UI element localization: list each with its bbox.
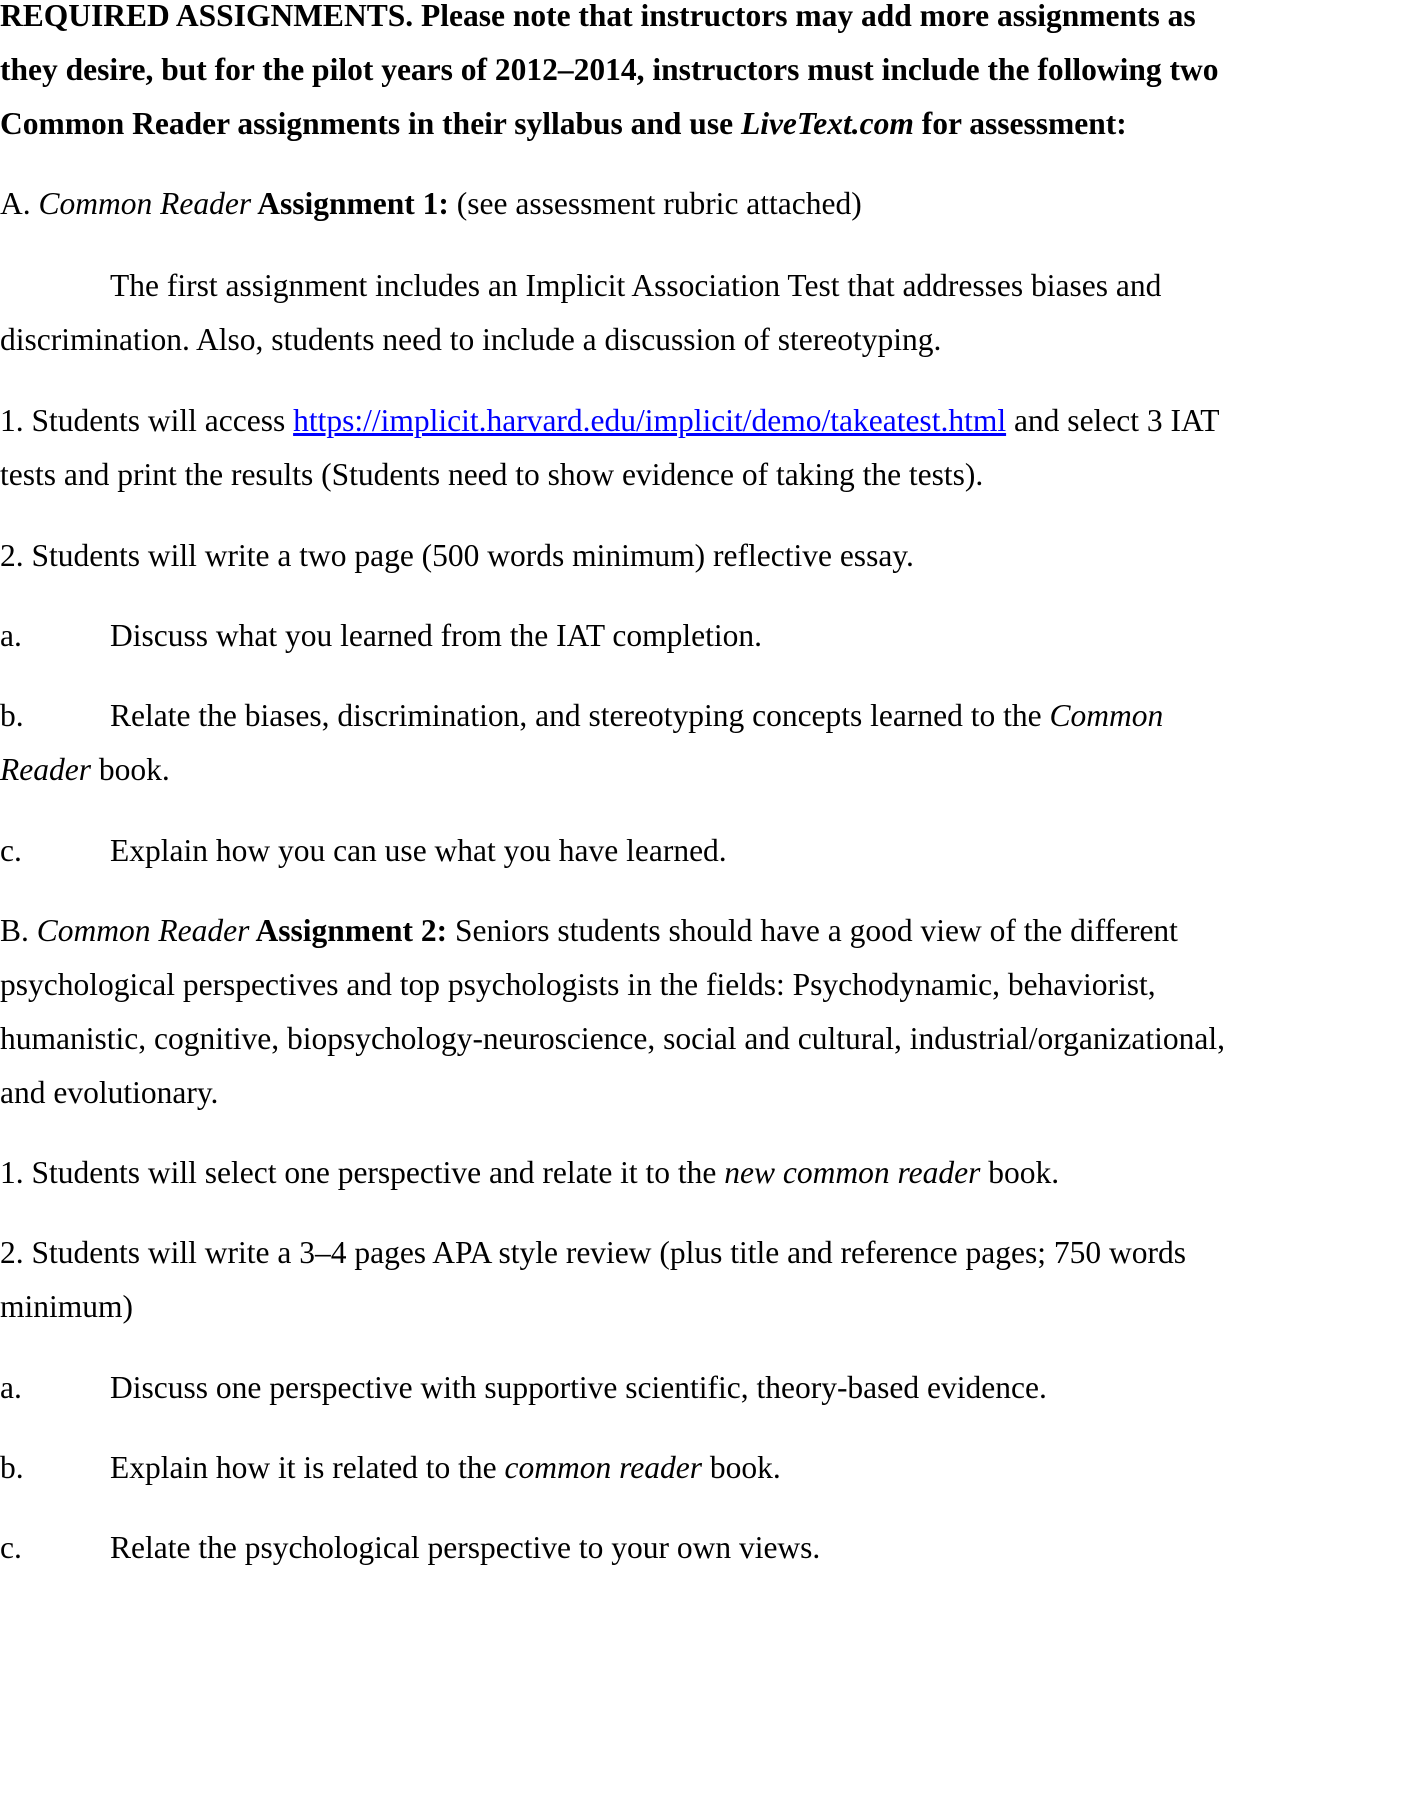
assignment-1-sub-a-label: a.: [0, 618, 22, 653]
assignment-1-item-1-line-2: [0, 455, 983, 495]
assignment-2-line-4: [0, 1073, 218, 1113]
assignment-2-line-3-text: humanistic, cognitive, biopsychology-neuroscience, social and cultural, industrial/organizational,: [0, 1021, 1225, 1056]
assignment-2-sub-a: [0, 1368, 1417, 1408]
assignment-2-sub-a-label: a.: [0, 1370, 22, 1405]
assignment-1-item-1: [0, 401, 1220, 441]
assignment-1-sub-b-common: Common: [1049, 698, 1164, 733]
assignment-2-heading: [0, 911, 1178, 951]
assignment-1-sub-c-text: Explain how you can use what you have learned.: [110, 833, 727, 868]
iat-link[interactable]: https://implicit.harvard.edu/implicit/demo/takeatest.html: [293, 403, 1007, 438]
assignment-1-item-1-pre: 1. Students will access: [0, 403, 294, 438]
assignment-2-sub-b-post: book.: [701, 1450, 781, 1485]
assignment-2-sub-b: [0, 1448, 1417, 1488]
assignment-2-sub-a-text: Discuss one perspective with supportive scientific, theory-based evidence.: [110, 1370, 1047, 1405]
assignment-1-note: (see assessment rubric attached): [448, 186, 862, 221]
assignment-2-sub-b-text: [110, 1448, 781, 1488]
assignment-2-line-2-text: psychological perspectives and top psychologists in the fields: Psychodynamic, behaviorist,: [0, 967, 1156, 1002]
assignment-2-sub-b-label: b.: [0, 1450, 24, 1485]
intro-line-2-text: they desire, but for the pilot years of 2012–2014, instructors must include the following two: [0, 52, 1219, 87]
assignment-1-para-line-2: [0, 320, 941, 360]
assignment-1-prefix: A.: [0, 186, 39, 221]
assignment-1-item-2: [0, 536, 914, 576]
assignment-1-sub-a: [0, 616, 1417, 656]
assignment-2-prefix: B.: [0, 913, 37, 948]
assignment-2-sub-c-label: c.: [0, 1530, 22, 1565]
assignment-1-sub-b-book: book.: [90, 752, 170, 787]
assignment-2-title: Assignment 2:: [249, 913, 448, 948]
assignment-1-para-line-2-text: discrimination. Also, students need to include a discussion of stereotyping.: [0, 322, 942, 357]
assignment-1-sub-b-line-2: [0, 750, 170, 790]
assignment-1-sub-a-text: Discuss what you learned from the IAT completion.: [110, 618, 763, 653]
assignment-2-sub-c: [0, 1528, 1417, 1568]
assignment-1-sub-c: [0, 831, 1417, 871]
assignment-2-intro: Seniors students should have a good view of the different: [447, 913, 1178, 948]
assignment-2-item-2-line-2-text: minimum): [0, 1289, 133, 1324]
assignment-1-title: Assignment 1:: [251, 186, 449, 221]
assignment-2-line-3: [0, 1019, 1225, 1059]
assignment-2-line-2: [0, 965, 1156, 1005]
assignment-1-para-line-1-text: The first assignment includes an Implicit Association Test that addresses biases and: [110, 268, 1162, 303]
assignment-1-common-reader: Common Reader: [38, 186, 252, 221]
assignment-2-item-1-pre: 1. Students will select one perspective and relate it to the: [0, 1155, 725, 1190]
assignment-2-item-1-post: book.: [980, 1155, 1060, 1190]
livetext-name: LiveText.com: [740, 106, 914, 141]
intro-line-3-post: for assessment:: [913, 106, 1127, 141]
assignment-1-sub-c-label: c.: [0, 833, 22, 868]
assignment-1-item-1-post: and select 3 IAT: [1006, 403, 1220, 438]
assignment-2-item-2: [0, 1233, 1186, 1273]
assignment-2-sub-b-italic: common reader: [504, 1450, 702, 1485]
assignment-2-line-4-text: and evolutionary.: [0, 1075, 219, 1110]
assignment-1-sub-b-label: b.: [0, 698, 24, 733]
assignment-1-sub-b-text-pre: Relate the biases, discrimination, and stereotyping concepts learned to the: [110, 698, 1050, 733]
assignment-2-sub-c-text: Relate the psychological perspective to your own views.: [110, 1530, 821, 1565]
assignment-2-item-1-italic: new common reader: [724, 1155, 981, 1190]
assignment-1-sub-b-reader: Reader: [0, 752, 91, 787]
assignment-1-sub-b-text: [110, 696, 1163, 736]
intro-line-2: [0, 50, 1219, 90]
assignment-1-item-1-line-2-text: tests and print the results (Students need to show evidence of taking the tests).: [0, 457, 984, 492]
intro-line-3-pre: Common Reader assignments in their syllabus and use: [0, 106, 741, 141]
intro-line-1: [0, 0, 1196, 36]
assignment-1-item-2-text: 2. Students will write a two page (500 words minimum) reflective essay.: [0, 538, 914, 573]
assignment-1-para-line-1: [110, 266, 1161, 306]
assignment-1-heading: [0, 184, 862, 224]
assignment-2-item-2-line-2: [0, 1287, 133, 1327]
assignment-2-sub-b-pre: Explain how it is related to the: [110, 1450, 505, 1485]
intro-line-3: [0, 104, 1127, 144]
assignment-1-sub-b: [0, 696, 1417, 736]
assignment-2-item-2-line-1: 2. Students will write a 3–4 pages APA style review (plus title and reference pages; 750 words: [0, 1235, 1186, 1270]
assignment-2-common-reader: Common Reader: [36, 913, 250, 948]
intro-line-1-text: REQUIRED ASSIGNMENTS. Please note that instructors may add more assignments as: [0, 0, 1196, 33]
assignment-2-item-1: [0, 1153, 1059, 1193]
